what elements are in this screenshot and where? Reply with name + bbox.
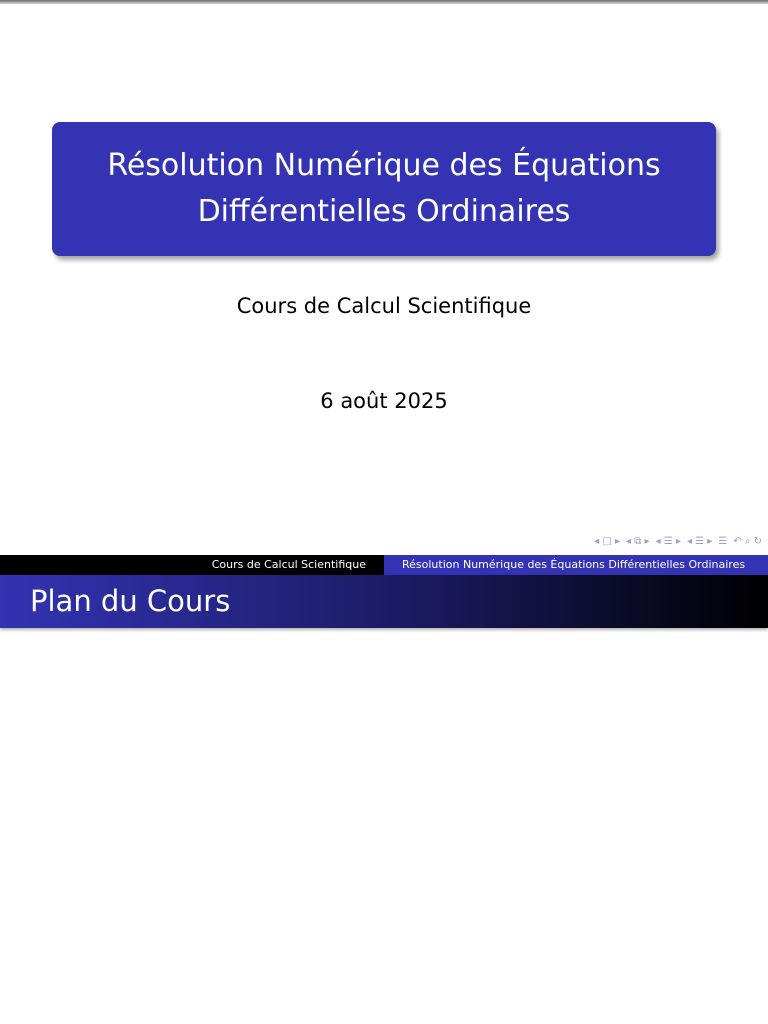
slide-subtitle: Cours de Calcul Scientifique	[236, 294, 532, 318]
title-block	[52, 122, 716, 256]
slide-title-line2: Différentielles Ordinaires	[197, 194, 571, 229]
frame-title-bar	[0, 575, 768, 628]
page-top-shadow	[0, 0, 768, 4]
nav-search-icon[interactable]: ↶ ⌕ ↻	[733, 536, 762, 547]
beamer-navigation-bar[interactable]	[594, 536, 762, 547]
nav-section-icon[interactable]: ◂ ☰ ▸	[686, 536, 713, 547]
nav-frame-back-icon[interactable]: ◂ □ ▸	[594, 536, 621, 547]
headline-short-title: Cours de Calcul Scientifique	[0, 555, 384, 575]
slide-title-line1: Résolution Numérique des Équations	[107, 148, 661, 183]
slide-headline-bar	[0, 555, 768, 575]
nav-align-icon[interactable]: ☰	[718, 536, 728, 547]
headline-long-title: Résolution Numérique des Équations Différentielles Ordinaires	[384, 555, 768, 575]
slide-title	[84, 143, 684, 235]
slide-date: 6 août 2025	[320, 389, 448, 413]
nav-subsection-icon[interactable]: ◂ ☰ ▸	[655, 536, 681, 547]
frame-title: Plan du Cours	[30, 584, 231, 618]
nav-frame-icon[interactable]: ◂ ⧉ ▸	[626, 536, 650, 547]
